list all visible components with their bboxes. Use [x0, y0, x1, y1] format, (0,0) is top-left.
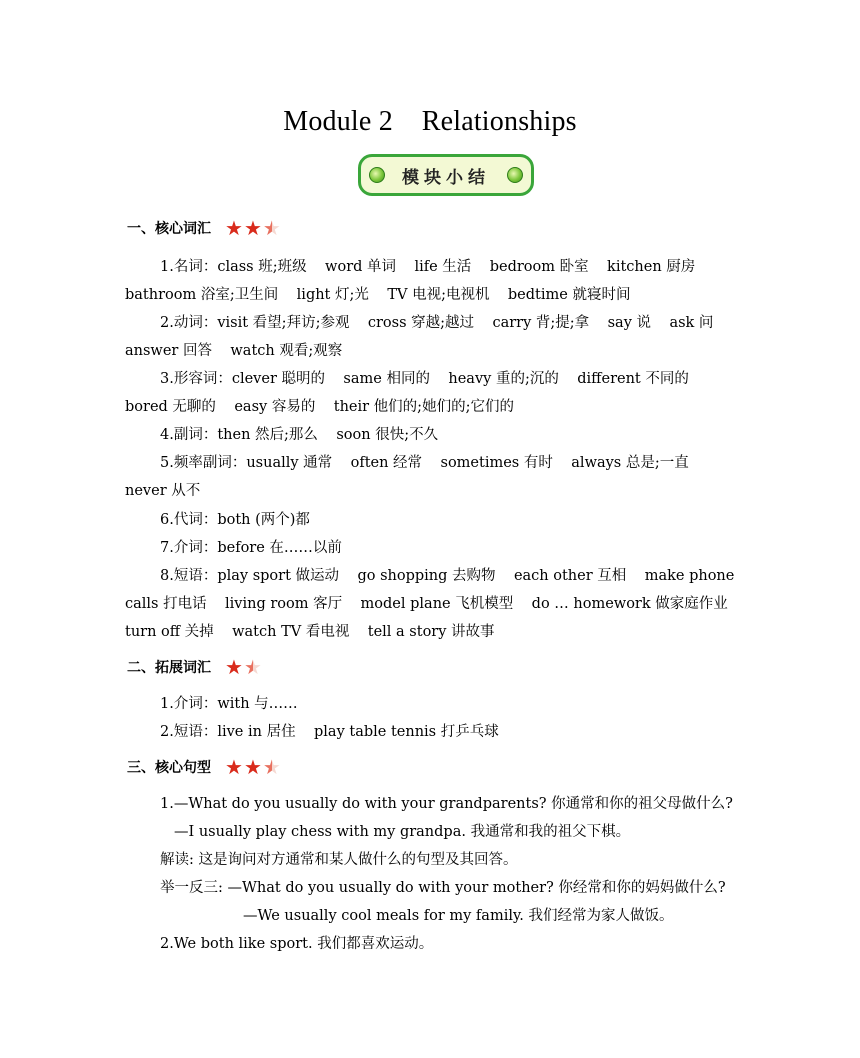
section-banner	[358, 154, 534, 196]
text-line: 1.介词：with 与……	[160, 696, 298, 712]
star-icon: ★	[243, 216, 262, 240]
text-line: 举一反三: —What do you usually do with your mother? 你经常和你的妈妈做什么?	[160, 880, 726, 896]
text-line: turn off 关掉 watch TV 看电视 tell a story 讲故事	[125, 624, 495, 640]
section-heading-extended-vocab	[127, 657, 263, 677]
text-line: 1.—What do you usually do with your grandparents? 你通常和你的祖父母做什么?	[160, 796, 733, 812]
banner-label: 模块小结	[402, 167, 490, 188]
text-line: —We usually cool meals for my family. 我们经常为家人做饭。	[243, 908, 674, 924]
text-line: bathroom 浴室;卫生间 light 灯;光 TV 电视;电视机 bedtime 就寝时间	[125, 287, 631, 303]
page-title: Module 2 Relationships	[283, 106, 577, 137]
text-line: 7.介词：before 在……以前	[160, 540, 342, 556]
star-icon: ★	[225, 755, 243, 779]
text-line: 2.We both like sport. 我们都喜欢运动。	[160, 936, 434, 952]
text-line: 3.形容词：clever 聪明的 same 相同的 heavy 重的;沉的 different 不同的	[160, 371, 689, 387]
rating-stars	[225, 757, 282, 777]
text-line: bored 无聊的 easy 容易的 their 他们的;她们的;它们的	[125, 399, 514, 415]
text-line: 2.短语：live in 居住 play table tennis 打乒乓球	[160, 724, 499, 740]
half-star-icon: ★	[262, 216, 281, 240]
text-line: 5.频率副词：usually 通常 often 经常 sometimes 有时 always 总是;一直	[160, 455, 689, 471]
section-heading-text: 三、核心句型	[127, 760, 211, 776]
section-heading-core-vocab	[127, 218, 282, 238]
star-icon: ★	[225, 655, 243, 679]
section-heading-core-sentences	[127, 757, 282, 777]
green-dot-icon	[369, 167, 385, 183]
green-dot-icon	[507, 167, 523, 183]
section-heading-text: 二、拓展词汇	[127, 660, 211, 676]
text-line: calls 打电话 living room 客厅 model plane 飞机模型 do … homework 做家庭作业	[125, 596, 728, 612]
text-line: 解读: 这是询问对方通常和某人做什么的句型及其回答。	[160, 852, 518, 868]
rating-stars	[225, 657, 263, 677]
text-line: —I usually play chess with my grandpa. 我通常和我的祖父下棋。	[174, 824, 631, 840]
text-line: 2.动词：visit 看望;拜访;参观 cross 穿越;越过 carry 背;提;拿 say 说 ask 问	[160, 315, 714, 331]
text-line: answer 回答 watch 观看;观察	[125, 343, 343, 359]
text-line: 6.代词：both (两个)都	[160, 512, 310, 528]
text-line: never 从不	[125, 483, 201, 499]
half-star-icon: ★	[243, 655, 262, 679]
text-line: 4.副词：then 然后;那么 soon 很快;不久	[160, 427, 439, 443]
section-heading-text: 一、核心词汇	[127, 221, 211, 237]
text-line: 1.名词：class 班;班级 word 单词 life 生活 bedroom 卧室 kitchen 厨房	[160, 259, 696, 275]
star-icon: ★	[225, 216, 243, 240]
half-star-icon: ★	[262, 755, 281, 779]
star-icon: ★	[243, 755, 262, 779]
rating-stars	[225, 218, 282, 238]
text-line: 8.短语：play sport 做运动 go shopping 去购物 each other 互相 make phone	[160, 568, 735, 584]
